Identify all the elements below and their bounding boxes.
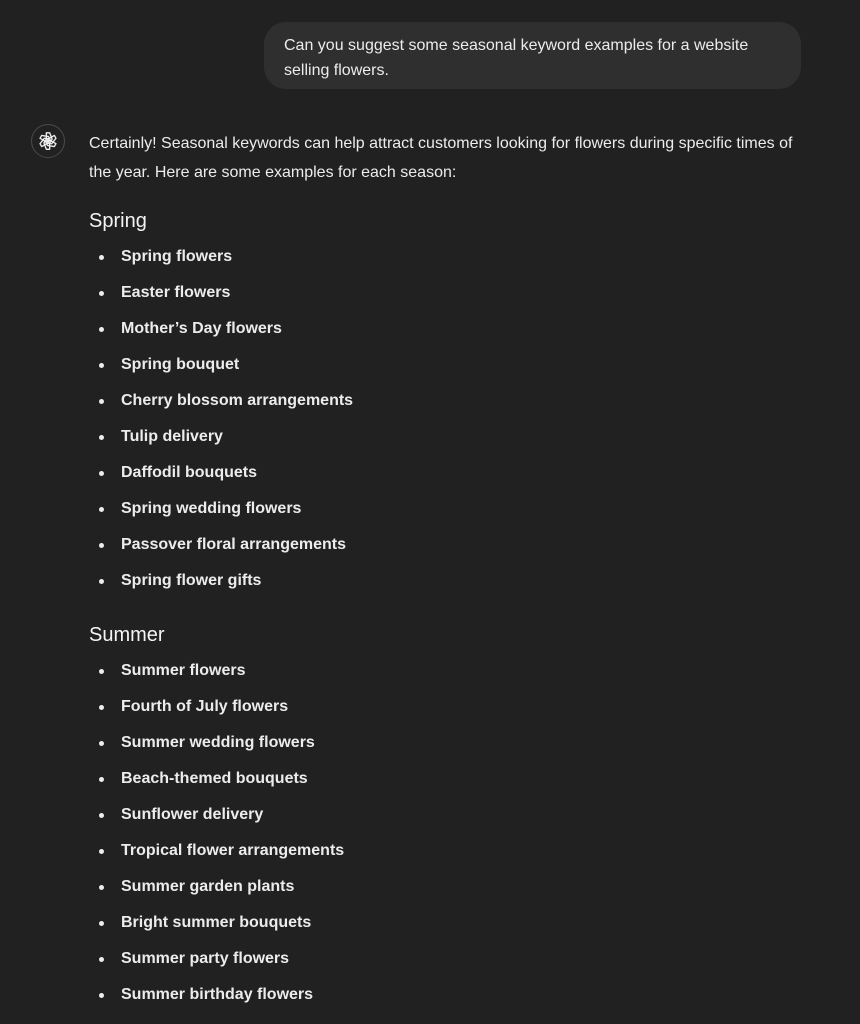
bullet-icon	[99, 849, 104, 854]
list-item-text: Fourth of July flowers	[121, 698, 289, 715]
list-item	[89, 725, 809, 761]
assistant-avatar	[31, 124, 65, 158]
list-item	[89, 239, 809, 275]
list-item-text: Cherry blossom arrangements	[121, 392, 354, 409]
list-item-text: Summer party flowers	[121, 950, 290, 967]
list-item	[89, 905, 809, 941]
list-item-text: Mother’s Day flowers	[121, 320, 282, 337]
list-item	[89, 689, 809, 725]
list-item	[89, 455, 809, 491]
bullet-icon	[99, 705, 104, 710]
list-item-text: Tropical flower arrangements	[121, 842, 345, 859]
openai-logo-icon	[37, 130, 59, 152]
bullet-icon	[99, 921, 104, 926]
keyword-list-spring	[89, 239, 809, 599]
list-item	[89, 977, 809, 1013]
list-item	[89, 275, 809, 311]
list-item-text: Spring flower gifts	[121, 572, 262, 589]
bullet-icon	[99, 435, 104, 440]
section-heading-summer: Summer	[89, 624, 165, 646]
bullet-icon	[99, 579, 104, 584]
list-item	[89, 311, 809, 347]
list-item-text: Summer wedding flowers	[121, 734, 315, 751]
bullet-icon	[99, 507, 104, 512]
bullet-icon	[99, 813, 104, 818]
list-item	[89, 653, 809, 689]
bullet-icon	[99, 543, 104, 548]
list-item	[89, 797, 809, 833]
list-item-text: Spring wedding flowers	[121, 500, 302, 517]
list-item-text: Bright summer bouquets	[121, 914, 312, 931]
list-item	[89, 833, 809, 869]
list-item-text: Spring bouquet	[121, 356, 240, 373]
list-item-text: Summer flowers	[121, 662, 246, 679]
section-heading-spring: Spring	[89, 210, 147, 232]
list-item	[89, 527, 809, 563]
list-item-text: Beach-themed bouquets	[121, 770, 308, 787]
list-item	[89, 941, 809, 977]
bullet-icon	[99, 399, 104, 404]
bullet-icon	[99, 327, 104, 332]
list-item	[89, 761, 809, 797]
keyword-list-summer	[89, 653, 809, 1013]
assistant-intro-text: Certainly! Seasonal keywords can help attract customers looking for flowers during specific times of the year. Here are some examples for each season:	[89, 135, 793, 181]
list-item	[89, 419, 809, 455]
list-item-text: Easter flowers	[121, 284, 231, 301]
user-message-bubble	[264, 22, 801, 89]
bullet-icon	[99, 993, 104, 998]
bullet-icon	[99, 255, 104, 260]
list-item	[89, 491, 809, 527]
bullet-icon	[99, 363, 104, 368]
list-item	[89, 383, 809, 419]
list-item-text: Tulip delivery	[121, 428, 223, 445]
bullet-icon	[99, 471, 104, 476]
bullet-icon	[99, 291, 104, 296]
list-item-text: Passover floral arrangements	[121, 536, 346, 553]
bullet-icon	[99, 777, 104, 782]
list-item-text: Summer birthday flowers	[121, 986, 314, 1003]
bullet-icon	[99, 885, 104, 890]
list-item-text: Spring flowers	[121, 248, 233, 265]
bullet-icon	[99, 741, 104, 746]
bullet-icon	[99, 669, 104, 674]
list-item-text: Sunflower delivery	[121, 806, 264, 823]
assistant-message	[89, 129, 809, 1013]
list-item	[89, 347, 809, 383]
list-item-text: Summer garden plants	[121, 878, 295, 895]
bullet-icon	[99, 957, 104, 962]
user-message-text: Can you suggest some seasonal keyword examples for a website selling flowers.	[284, 37, 749, 79]
list-item	[89, 869, 809, 905]
list-item-text: Daffodil bouquets	[121, 464, 257, 481]
list-item	[89, 563, 809, 599]
